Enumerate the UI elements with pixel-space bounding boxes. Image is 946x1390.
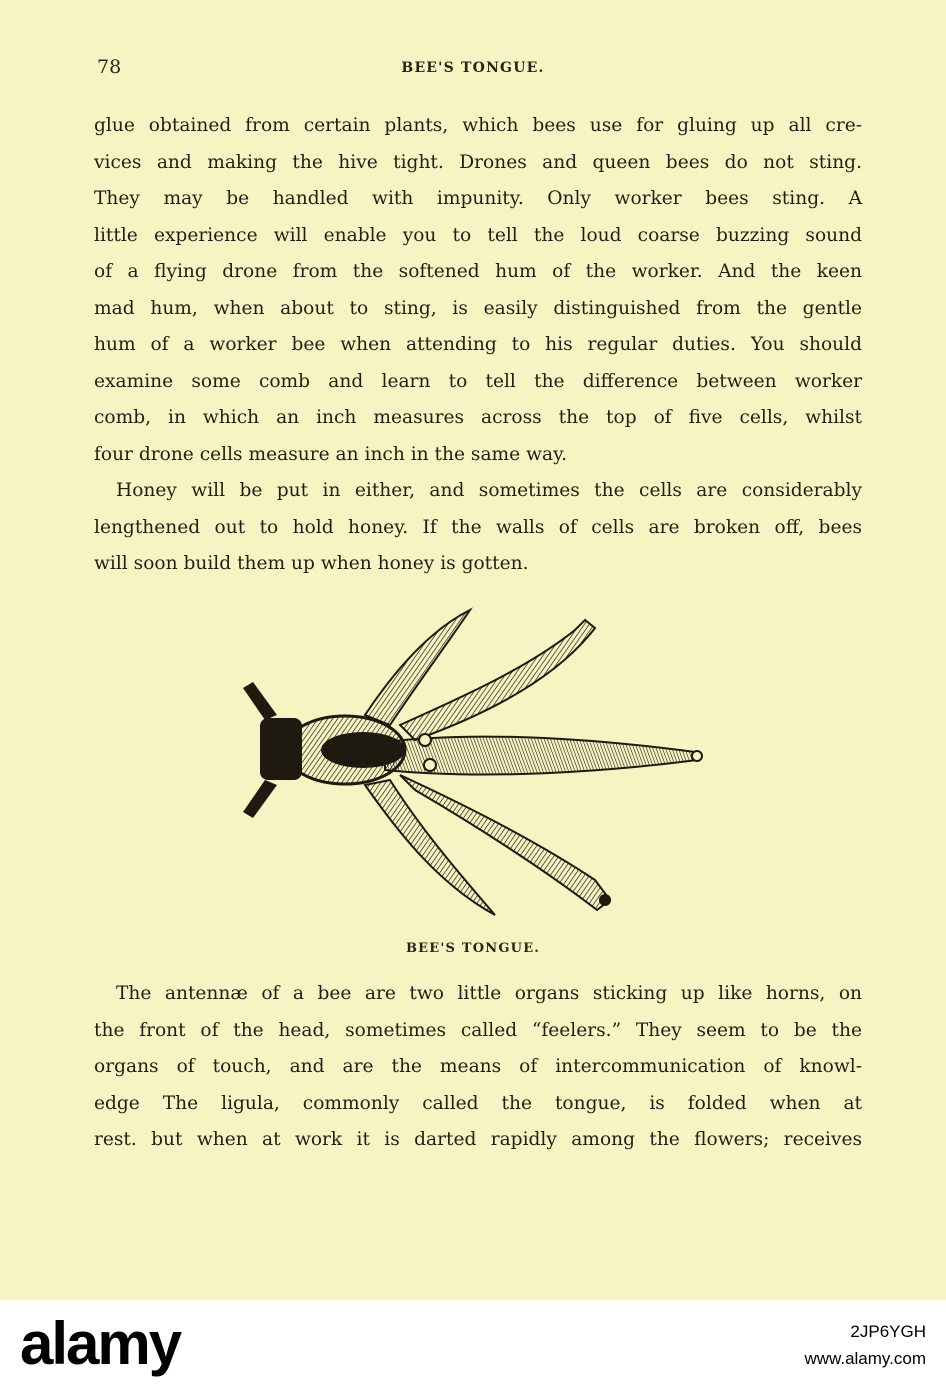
figure-caption: BEE'S TONGUE.	[405, 941, 541, 956]
tongue-tip	[692, 751, 702, 761]
joint	[424, 759, 436, 771]
text-line: mad hum, when about to sting, is easily distinguished from the gentle	[94, 297, 862, 319]
text-line: four drone cells measure an inch in the same way.	[94, 443, 568, 465]
text-line: little experience will enable you to tell the loud coarse buzzing sound	[94, 224, 862, 246]
palp-tip	[599, 894, 611, 906]
text-line: the front of the head, sometimes called “feelers.” They seem to be the	[94, 1019, 862, 1041]
text-line: comb, in which an inch measures across the top of five cells, whilst	[94, 407, 862, 428]
image-id: 2JP6YGH	[850, 1322, 926, 1341]
text-line: lengthened out to hold honey. If the walls of cells are broken off, bees	[94, 516, 862, 538]
running-head: BEE'S TONGUE.	[401, 60, 545, 76]
site-url: www.alamy.com	[804, 1349, 926, 1368]
text-line: The antennæ of a bee are two little organs sticking up like horns, on	[116, 983, 862, 1004]
paragraph	[94, 473, 862, 583]
paragraph	[94, 976, 862, 1159]
text-line: They may be handled with impunity. Only worker bees sting. A	[94, 188, 862, 209]
text-line: hum of a worker bee when attending to his regular duties. You should	[94, 334, 862, 355]
mandible-upper	[243, 682, 277, 720]
joint	[419, 734, 431, 746]
bee-tongue-figure	[225, 600, 715, 930]
text-line: examine some comb and learn to tell the difference between worker	[94, 370, 862, 392]
paragraph	[94, 108, 862, 473]
alamy-logo: alamy	[20, 1310, 181, 1377]
text-line: Honey will be put in either, and sometimes the cells are considerably	[116, 480, 862, 501]
text-line: rest. but when at work it is darted rapidly among the flowers; receives	[94, 1129, 862, 1150]
head-shading	[321, 732, 405, 768]
text-line: of a flying drone from the softened hum of the worker. And the keen	[94, 261, 862, 282]
text-line: organs of touch, and are the means of intercommunication of knowl-	[94, 1056, 862, 1077]
text-line: glue obtained from certain plants, which bees use for gluing up all cre-	[94, 115, 862, 136]
text-line: edge The ligula, commonly called the tongue, is folded when at	[94, 1092, 862, 1114]
palp-lower-left	[365, 780, 495, 915]
mandible-lower	[243, 780, 277, 818]
text-line: vices and making the hive tight. Drones and queen bees do not sting.	[94, 151, 862, 173]
bee-tongue-engraving-icon	[225, 600, 715, 930]
page-number: 78	[97, 56, 122, 78]
text-line: will soon build them up when honey is gotten.	[94, 553, 529, 574]
